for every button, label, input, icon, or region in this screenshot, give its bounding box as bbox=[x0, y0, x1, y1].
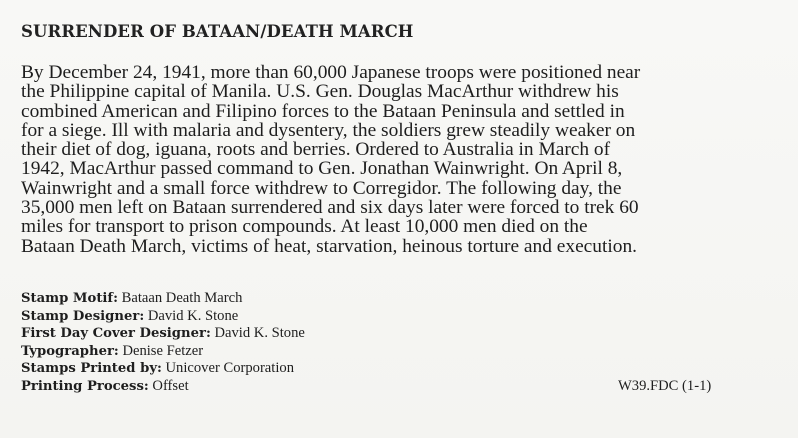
credit-label: Stamps Printed by: bbox=[21, 361, 162, 377]
body-line: 1942, MacArthur passed command to Gen. Jonathan Wainwright. On April 8, bbox=[21, 158, 623, 180]
body-line: their diet of dog, iguana, roots and berries. Ordered to Australia in March of bbox=[21, 139, 611, 161]
credit-stamp-motif bbox=[21, 290, 305, 308]
body-line: for a siege. Ill with malaria and dysentery, the soldiers grew steadily weaker on bbox=[21, 119, 636, 141]
credit-printer bbox=[21, 360, 305, 378]
body-line: combined American and Filipino forces to the Bataan Peninsula and settled in bbox=[21, 100, 625, 122]
credit-label: Typographer: bbox=[21, 343, 119, 359]
body-line: miles for transport to prison compounds. At least 10,000 men died on the bbox=[21, 216, 588, 238]
credit-typographer bbox=[21, 343, 305, 361]
credit-label: Stamp Designer: bbox=[21, 308, 145, 324]
document-title: SURRENDER OF BATAAN/DEATH MARCH bbox=[21, 22, 414, 41]
credit-value: Denise Fetzer bbox=[122, 342, 204, 359]
credit-label: Stamp Motif: bbox=[21, 291, 118, 306]
credit-label: First Day Cover Designer: bbox=[21, 326, 211, 342]
body-line: By December 24, 1941, more than 60,000 Japanese troops were positioned near bbox=[21, 62, 641, 83]
body-line: 35,000 men left on Bataan surrendered and six days later were forced to trek 60 bbox=[21, 197, 639, 219]
reference-code: W39.FDC (1-1) bbox=[618, 378, 712, 394]
credit-label: Printing Process: bbox=[21, 378, 149, 394]
body-line: Wainwright and a small force withdrew to Corregidor. The following day, the bbox=[21, 177, 622, 199]
credit-stamp-designer bbox=[21, 308, 305, 326]
credit-value: Bataan Death March bbox=[121, 290, 243, 306]
body-line: Bataan Death March, victims of heat, starvation, heinous torture and execution. bbox=[21, 235, 637, 257]
credit-printing-process bbox=[21, 378, 305, 396]
body-line: the Philippine capital of Manila. U.S. Gen. Douglas MacArthur withdrew his bbox=[21, 81, 619, 103]
body-paragraph bbox=[21, 63, 781, 256]
credit-value: Offset bbox=[152, 377, 189, 394]
credit-value: David K. Stone bbox=[214, 325, 305, 342]
credit-value: David K. Stone bbox=[147, 307, 239, 324]
credit-value: Unicover Corporation bbox=[165, 360, 294, 377]
credits-list bbox=[21, 290, 305, 396]
credit-cover-designer bbox=[21, 325, 305, 343]
